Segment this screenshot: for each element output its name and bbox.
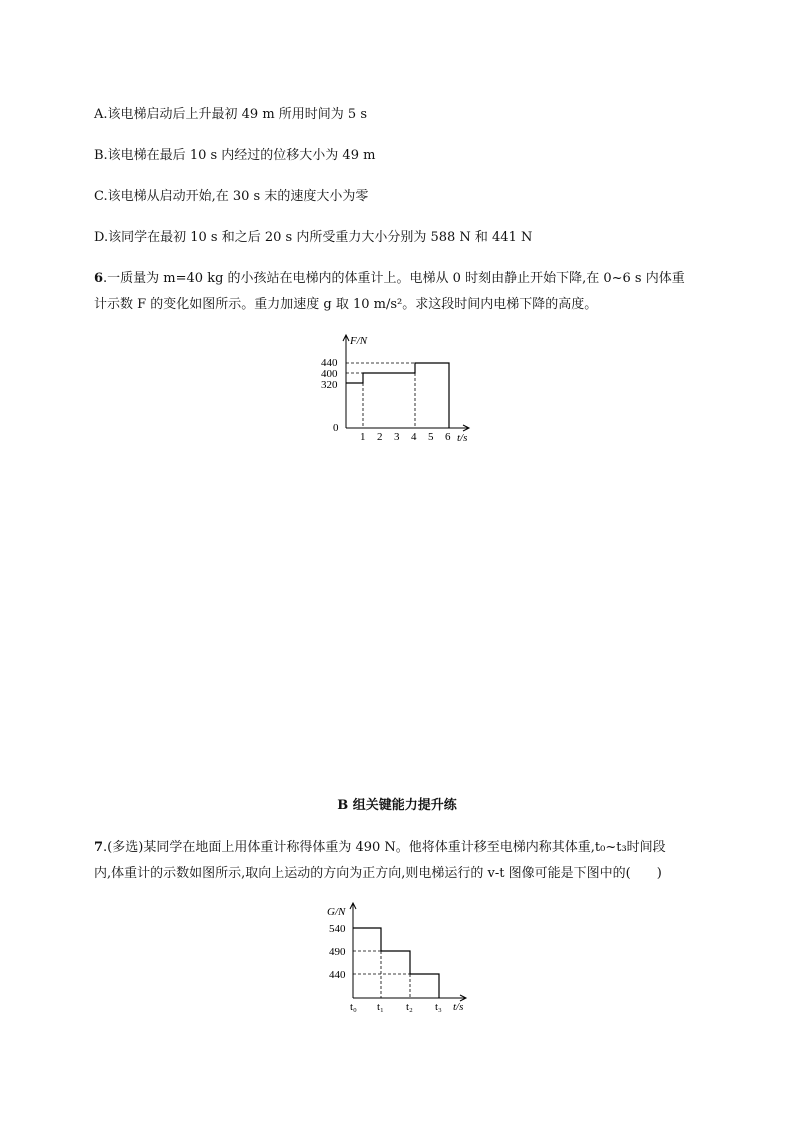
y-axis-label: G/N: [327, 906, 346, 918]
question-text: .一质量为 m=40 kg 的小孩站在电梯内的体重计上。电梯从 0 时刻由静止开始下降,在 0~6 s 内体重: [103, 271, 685, 286]
option-d: D.该同学在最初 10 s 和之后 20 s 内所受重力大小分别为 588 N 和 441 N: [94, 230, 533, 245]
axes: [350, 903, 466, 1001]
force-time-chart: [318, 332, 488, 447]
x-tick-label: t₂: [406, 1001, 413, 1013]
x-tick-label: 3: [394, 431, 400, 443]
y-tick-label: 0: [333, 422, 339, 434]
question-7-line-1: [94, 836, 666, 855]
y-tick-label: 440: [329, 969, 346, 981]
question-text: .(多选)某同学在地面上用体重计称得体重为 490 N。他将体重计移至电梯内称其体重,t₀~t₃时间段: [103, 840, 666, 855]
x-tick-labels: [360, 431, 451, 443]
x-tick-label: 4: [411, 431, 417, 443]
x-tick-label: t₃: [435, 1001, 442, 1013]
y-tick-label: 490: [329, 946, 346, 958]
section-title: B 组关键能力提升练: [337, 798, 457, 813]
x-tick-label: 1: [360, 431, 366, 443]
question-7-line-2: 内,体重计的示数如图所示,取向上运动的方向为正方向,则电梯运行的 v-t 图像可能是下图中的( ): [94, 866, 662, 881]
option-c: C.该电梯从启动开始,在 30 s 末的速度大小为零: [94, 189, 369, 204]
question-number: 6: [94, 271, 104, 286]
x-tick-label: 5: [428, 431, 434, 443]
series-line: [353, 928, 439, 998]
y-tick-labels: [329, 923, 346, 981]
x-tick-label: 6: [445, 431, 451, 443]
question-6-line-2: 计示数 F 的变化如图所示。重力加速度 g 取 10 m/s²。求这段时间内电梯下降的高度。: [94, 297, 598, 312]
x-tick-label: 2: [377, 431, 383, 443]
y-axis-label: F/N: [350, 335, 368, 347]
x-tick-label: t₁: [377, 1001, 384, 1013]
x-axis-label: t/s: [457, 432, 468, 444]
x-axis-label: t/s: [453, 1001, 464, 1013]
option-b: B.该电梯在最后 10 s 内经过的位移大小为 49 m: [94, 148, 376, 163]
x-tick-labels: [350, 1001, 442, 1013]
y-tick-label: 400: [321, 368, 338, 380]
weight-time-chart: [320, 900, 480, 1015]
x-tick-label: t₀: [350, 1001, 357, 1013]
question-6-line-1: [94, 267, 685, 286]
y-tick-label: 440: [321, 357, 338, 369]
option-a: A.该电梯启动后上升最初 49 m 所用时间为 5 s: [94, 107, 367, 122]
question-number: 7: [94, 840, 104, 855]
y-tick-labels: [321, 357, 339, 434]
step-series: [353, 928, 439, 998]
y-tick-label: 320: [321, 379, 338, 391]
y-tick-label: 540: [329, 923, 346, 935]
